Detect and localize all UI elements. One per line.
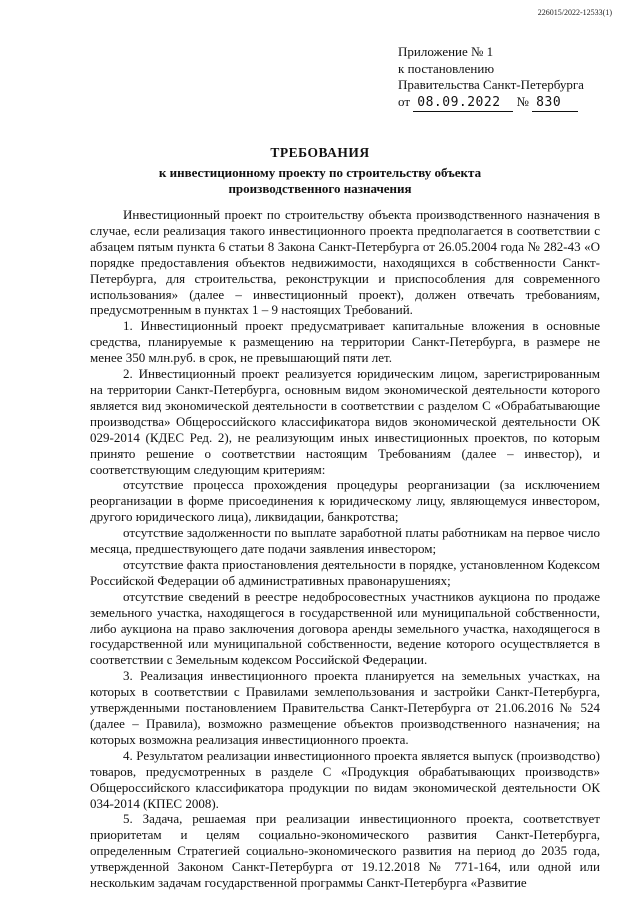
document-title — [0, 145, 640, 197]
paragraph-criterion-suspension: отсутствие факта приостановления деятельности в порядке, установленном Кодексом Российской Федерации об административных правонарушениях; — [90, 556, 600, 588]
resolution-date: 08.09.2022 — [413, 95, 513, 113]
appendix-line-1: Приложение № 1 — [398, 44, 494, 59]
paragraph-item-4: 4. Результатом реализации инвестиционного проекта является выпуск (производство) товаров, предусмотренных в разделе С «Продукция обрабатывающих производств» Общероссийского классификатора продукции по видам экономической деятельности ОК 034-2014 (КПЕС 2008). — [90, 747, 600, 811]
paragraph-item-3: 3. Реализация инвестиционного проекта планируется на земельных участках, на которых в соответствии с Правилами землепользования и застройки Санкт-Петербурга, утвержденными постановлением Правительства Санкт-Петербурга от 21.06.2016 № 524 (далее – Правила), возможно размещение объектов производственного назначения; на которых возможна реализация инвестиционного проекта. — [90, 668, 600, 747]
appendix-line-3: Правительства Санкт-Петербурга — [398, 77, 584, 92]
title-line-3: производственного назначения — [228, 181, 412, 196]
appendix-date-line — [398, 94, 628, 113]
resolution-number: 830 — [532, 95, 578, 113]
appendix-block — [398, 44, 628, 112]
from-label: от — [398, 93, 411, 109]
paragraph-item-5: 5. Задача, решаемая при реализации инвестиционного проекта, соответствует приоритетам и целям социально-экономического развития Санкт-Петербурга, определенным Стратегией социально-экономического развития на период до 2035 года, утвержденной Законом Санкт-Петербурга от 19.12.2018 № 771-164, или одной или нескольким задачам государственной программы Санкт-Петербурга «Развитие — [90, 811, 600, 891]
number-label: № — [516, 93, 529, 109]
paragraph-criterion-reorganization: отсутствие процесса прохождения процедуры реорганизации (за исключением реорганизации в форме присоединения к юридическому лицу, являющемуся инвестором, другого юридического лица), ликвидации, банкротства; — [90, 477, 600, 525]
paragraph-item-2: 2. Инвестиционный проект реализуется юридическим лицом, зарегистрированным на территории Санкт-Петербурга, основным видом экономической деятельности которого является вид экономической деятельности в соответствии с разделом С «Обрабатывающие производства» Общероссийского классификатора видов экономической деятельности ОК 029-2014 (КДЕС Ред. 2), не реализующим иных инвестиционных проектов, по которым принято решение о соответствии настоящим Требованиям (далее – инвестор), и соответствующим следующим критериям: — [90, 366, 600, 477]
paragraph-criterion-registry: отсутствие сведений в реестре недобросовестных участников аукциона по продаже земельного участка, находящегося в государственной или муниципальной собственности, либо аукциона на право заключения договора аренды земельного участка, находящегося в государственной или муниципальной собственности, ведение которого осуществляется в соответствии с Земельным кодексом Российской Федерации. — [90, 588, 600, 668]
document-body — [90, 207, 600, 891]
document-registration-number: 226015/2022-12533(1) — [537, 8, 612, 17]
appendix-line-2: к постановлению — [398, 60, 495, 76]
paragraph-criterion-salary-debt: отсутствие задолженности по выплате заработной платы работникам на первое число месяца, предшествующего дате подачи заявления инвестором; — [90, 525, 600, 557]
title-main: ТРЕБОВАНИЯ — [270, 145, 370, 160]
paragraph-item-1: 1. Инвестиционный проект предусматривает капитальные вложения в основные средства, планируемые к размещению на территории Санкт-Петербурга, в размере не менее 350 млн.руб. в срок, не превышающий пяти лет. — [90, 318, 600, 366]
title-line-2: к инвестиционному проекту по строительству объекта — [158, 165, 482, 180]
paragraph-intro: Инвестиционный проект по строительству объекта производственного назначения в случае, если реализация такого инвестиционного проекта предполагается в соответствии с абзацем пятым пункта 6 статьи 8 Закона Санкт-Петербурга от 26.05.2004 года № 282-43 «О порядке предоставления объектов недвижимости, находящихся в собственности Санкт-Петербурга, для строительства, реконструкции и приспособления для современного использования» (далее – инвестиционный проект), должен отвечать требованиям, предусмотренным в пунктах 1 – 9 настоящих Требований. — [90, 207, 600, 318]
